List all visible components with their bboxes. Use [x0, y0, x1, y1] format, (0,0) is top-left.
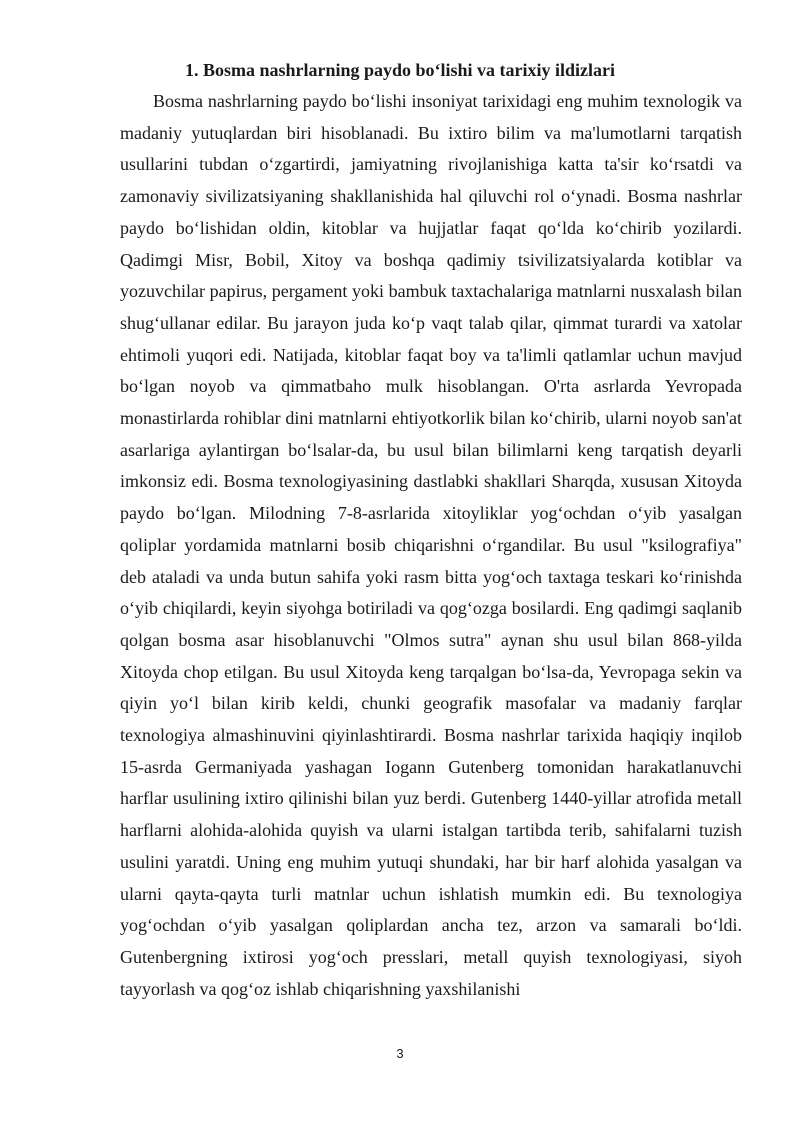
- page-number: 3: [396, 1046, 404, 1061]
- body-paragraph: Bosma nashrlarning paydo bo‘lishi insoniyat tarixidagi eng muhim texnologik va madaniy yutuqlardan biri hisoblanadi. Bu ixtiro bilim va ma'lumotlarni tarqatish usullarini tubdan o‘zgartirdi, jamiyatning rivojlanishiga katta ta'sir ko‘rsatdi va zamonaviy sivilizatsiyaning shakllanishida hal qiluvchi rol o‘ynadi. Bosma nashrlar paydo bo‘lishidan oldin, kitoblar va hujjatlar faqat qo‘lda ko‘chirib yozilardi. Qadimgi Misr, Bobil, Xitoy va boshqa qadimiy tsivilizatsiyalarda kotiblar va yozuvchilar papirus, pergament yoki bambuk taxtachalariga matnlarni nusxalash bilan shug‘ullanar edilar. Bu jarayon juda ko‘p vaqt talab qilar, qimmat turardi va xatolar ehtimoli yuqori edi. Natijada, kitoblar faqat boy va ta'limli qatlamlar uchun mavjud bo‘lgan noyob va qimmatbaho mulk hisoblangan. O'rta asrlarda Yevropada monastirlarda rohiblar dini matnlarni ehtiyotkorlik bilan ko‘chirib, ularni noyob san'at asarlariga aylantirgan bo‘lsalar-da, bu usul bilan bilimlarni keng tarqatish deyarli imkonsiz edi. Bosma texnologiyasining dastlabki shakllari Sharqda, xususan Xitoyda paydo bo‘lgan. Milodning 7-8-asrlarida xitoyliklar yog‘ochdan o‘yib yasalgan qoliplar yordamida matnlarni bosib chiqarishni o‘rgandilar. Bu usul "ksilografiya" deb ataladi va unda butun sahifa yoki rasm bitta yog‘och taxtaga teskari ko‘rinishda o‘yib chiqilardi, keyin siyohga botiriladi va qog‘ozga bosilardi. Eng qadimgi saqlanib qolgan bosma asar hisoblanuvchi "Olmos sutra" aynan shu usul bilan 868-yilda Xitoyda chop etilgan. Bu usul Xitoyda keng tarqalgan bo‘lsa-da, Yevropaga sekin va qiyin yo‘l bilan kirib keldi, chunki geografik masofalar va madaniy farqlar texnologiya almashinuvini qiyinlashtirardi. Bosma nashrlar tarixida haqiqiy inqilob 15-asrda Germaniyada yashagan Iogann Gutenberg tomonidan harakatlanuvchi harflar usulining ixtiro qilinishi bilan yuz berdi. Gutenberg 1440-yillar atrofida metall harflarni alohida-alohida quyish va ularni istalgan tartibda terib, sahifalarni tuzish usulini yaratdi. Uning eng muhim yutuqi shundaki, har bir harf alohida yasalgan va ularni qayta-qayta turli matnlar uchun ishlatish mumkin edi. Bu texnologiya yog‘ochdan o‘yib yasalgan qoliplardan ancha tez, arzon va samarali bo‘ldi. Gutenbergning ixtirosi yog‘och presslari, metall quyish texnologiyasi, siyoh tayyorlash va qog‘oz ishlab chiqarishning yaxshilanishi: [120, 91, 742, 999]
- section-heading: 1. Bosma nashrlarning paydo bo‘lishi va tarixiy ildizlari: [184, 60, 616, 80]
